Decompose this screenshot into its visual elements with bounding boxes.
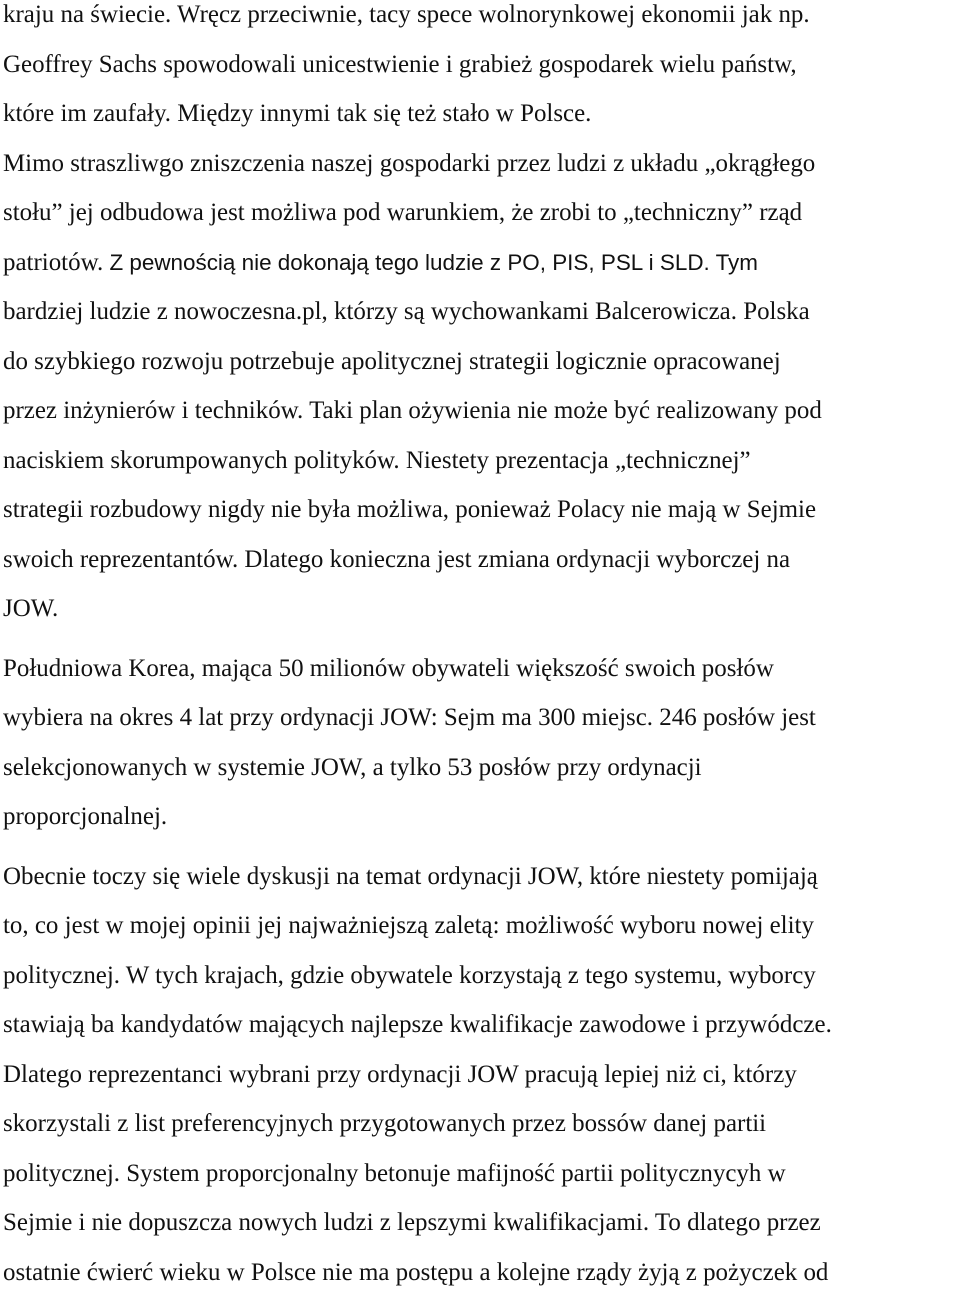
- text-line: [3, 386, 960, 436]
- text-run: swoich reprezentantów. Dlatego konieczna jest zmiana ordynacji wyborczej na: [3, 545, 791, 573]
- text-line: [3, 89, 960, 139]
- text-line: [3, 852, 960, 902]
- text-run: politycznej. W tych krajach, gdzie obywatele korzystają z tego systemu, wyborcy: [3, 961, 816, 989]
- text-line: [3, 951, 960, 1001]
- document-page: [3, 0, 960, 1297]
- text-run: Obecnie toczy się wiele dyskusji na temat ordynacji JOW, które niestety pomijają: [3, 862, 818, 890]
- text-run: wybiera na okres 4 lat przy ordynacji JOW: Sejm ma 300 miejsc. 246 posłów jest: [3, 704, 816, 731]
- text-run: stołu” jej odbudowa jest możliwa pod warunkiem, że zrobi to „techniczny” rząd: [3, 199, 803, 226]
- text-line: [3, 1198, 960, 1248]
- text-run: Mimo straszliwgo zniszczenia naszej gospodarki przez ludzi z układu „okrągłego: [3, 149, 816, 177]
- text-run: Geoffrey Sachs spowodowali unicestwienie i grabież gospodarek wielu państw,: [3, 50, 797, 78]
- text-run: Dlatego reprezentanci wybrani przy ordynacji JOW pracują lepiej niż ci, którzy: [3, 1060, 797, 1088]
- text-run: kraju na świecie. Wręcz przeciwnie, tacy spece wolnorynkowej ekonomii jak np.: [3, 1, 810, 28]
- text-run: Sejmie i nie dopuszcza nowych ludzi z lepszymi kwalifikacjami. To dlatego przez: [3, 1209, 821, 1236]
- paragraph-gap: [3, 634, 960, 644]
- paragraph-gap: [3, 842, 960, 852]
- text-run: skorzystali z list preferencyjnych przygotowanych przez bossów danej partii: [3, 1110, 767, 1137]
- text-line: [3, 287, 960, 337]
- text-run: stawiają ba kandydatów mających najlepsze kwalifikacje zawodowe i przywódcze.: [3, 1011, 832, 1038]
- text-run: to, co jest w mojej opinii jej najważniejszą zaletą: możliwość wyboru nowej elity: [3, 912, 814, 939]
- text-line: [3, 901, 960, 951]
- text-line: [3, 792, 960, 842]
- text-line: [3, 436, 960, 486]
- text-run: JOW.: [3, 595, 59, 622]
- text-line: [3, 693, 960, 743]
- text-run: patriotów.: [3, 248, 110, 276]
- text-run: selekcjonowanych w systemie JOW, a tylko 53 posłów przy ordynacji: [3, 753, 702, 781]
- text-run: proporcjonalnej.: [3, 803, 168, 830]
- text-run: ostatnie ćwierć wieku w Polsce nie ma postępu a kolejne rządy żyją z pożyczek od: [3, 1258, 829, 1286]
- text-line: [3, 485, 960, 535]
- text-line: [3, 1248, 960, 1298]
- text-run: bardziej ludzie z nowoczesna.pl, którzy są wychowankami Balcerowicza. Polska: [3, 298, 810, 325]
- text-run: Z pewnością nie dokonają tego ludzie z PO, PIS, PSL i SLD. Tym: [109, 249, 758, 275]
- text-line: [3, 1050, 960, 1100]
- text-line: [3, 584, 960, 634]
- text-run: przez inżynierów i techników. Taki plan ożywienia nie może być realizowany pod: [3, 397, 822, 424]
- text-line: [3, 238, 960, 288]
- text-line: [3, 139, 960, 189]
- text-run: Południowa Korea, mająca 50 milionów obywateli większość swoich posłów: [3, 654, 774, 682]
- text-line: [3, 188, 960, 238]
- text-run: politycznej. System proporcjonalny betonuje mafijność partii politycznycyh w: [3, 1159, 786, 1187]
- text-run: naciskiem skorumpowanych polityków. Niestety prezentacja „technicznej”: [3, 446, 751, 474]
- text-line: [3, 743, 960, 793]
- text-run: które im zaufały. Między innymi tak się też stało w Polsce.: [3, 100, 592, 127]
- text-line: [3, 644, 960, 694]
- text-line: [3, 0, 960, 40]
- text-run: do szybkiego rozwoju potrzebuje apolitycznej strategii logicznie opracowanej: [3, 347, 781, 375]
- text-line: [3, 1099, 960, 1149]
- text-line: [3, 1149, 960, 1199]
- text-line: [3, 1000, 960, 1050]
- document-body: [3, 0, 960, 1297]
- text-line: [3, 535, 960, 585]
- text-line: [3, 337, 960, 387]
- text-line: [3, 40, 960, 90]
- text-run: strategii rozbudowy nigdy nie była możliwa, ponieważ Polacy nie mają w Sejmie: [3, 496, 817, 523]
